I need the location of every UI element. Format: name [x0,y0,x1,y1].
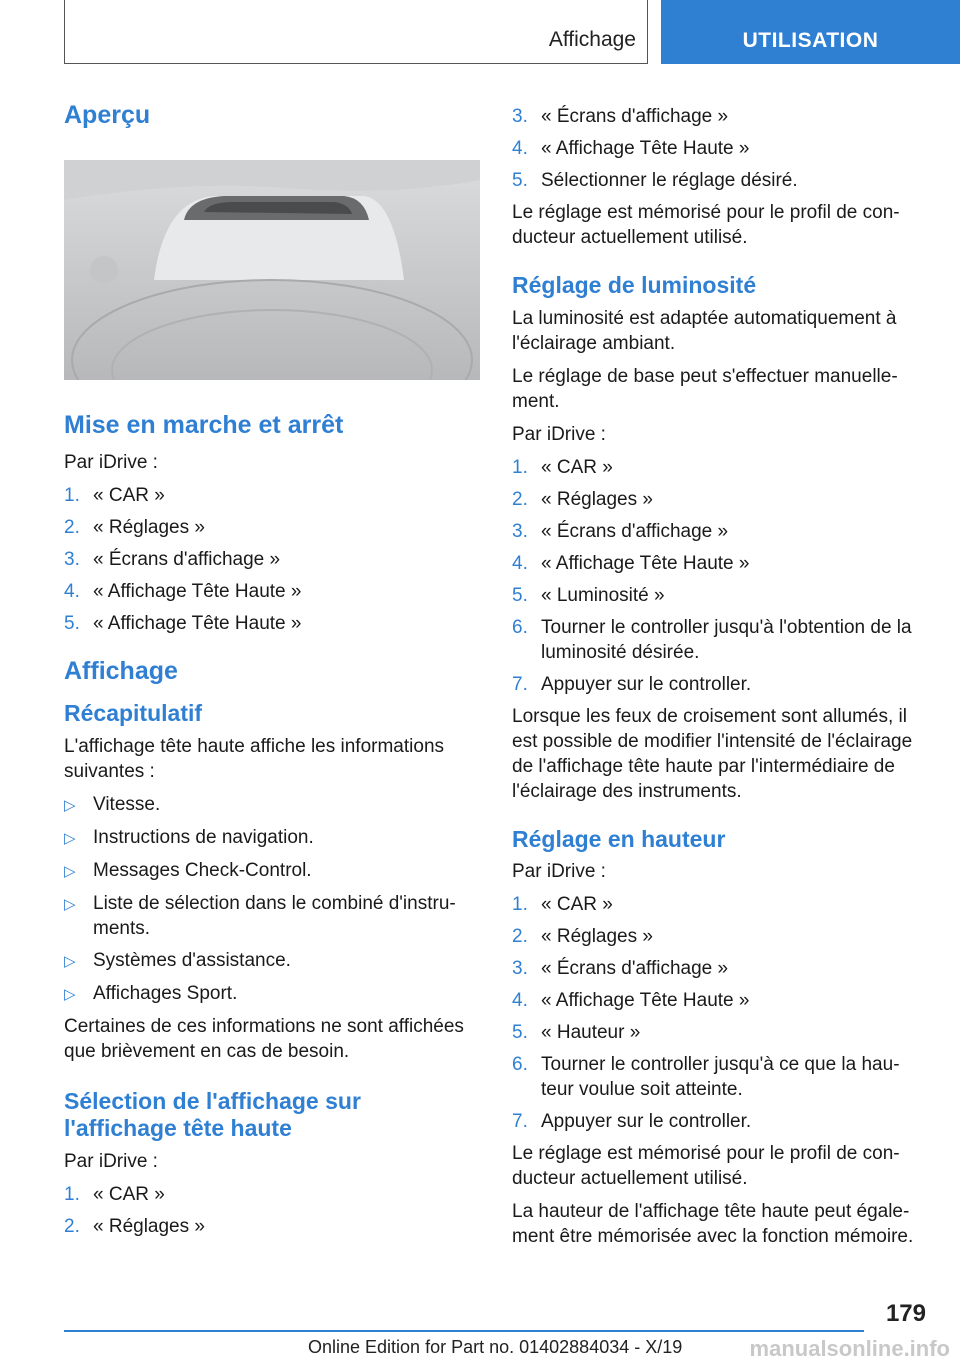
triangle-bullet-icon: ▷ [64,952,76,970]
list-item: 4. « Affichage Tête Haute » [512,138,750,159]
list-item: ▷ Vitesse. [64,792,480,818]
luminosite-heading: Réglage de luminosité [512,272,757,298]
list-item: 2. « Réglages » [512,926,653,948]
hauteur-outro-1: Le réglage est mémorisé pour le profil de conducteur actuellement utilisé. [512,1143,900,1190]
list-item: 2. « Réglages » [512,488,653,510]
hud-illustration [64,160,480,380]
list-item: 5. « Affichage Tête Haute » [64,613,302,634]
list-item: 5. « Luminosité » [512,584,665,606]
list-item: 1. « CAR » [512,894,613,916]
page-number: 179 [885,1300,926,1327]
selection-steps-list [64,1182,480,1239]
list-item: ▷ Messages Check-Control. [64,858,480,884]
list-item: ▷ Liste de sélection dans le combiné d'instruments. [64,892,456,939]
list-item: 5. Sélectionner le réglage désiré. [512,170,798,191]
header-chapter-tab: UTILISATION [661,0,960,64]
list-item: 2. « Réglages » [64,517,205,538]
footer-edition-text: Online Edition for Part no. 01402884034 - X/19 [308,1337,683,1357]
list-item: 2. « Réglages » [64,1215,205,1237]
mise-en-marche-heading: Mise en marche et arrêt [64,411,344,439]
triangle-bullet-icon: ▷ [64,829,76,847]
list-item: 4. « Affichage Tête Haute » [512,990,750,1012]
list-item: 6. Tourner le controller jusqu'à l'obtention de la luminosité désirée. [512,616,912,663]
affichage-heading: Affichage [64,657,178,685]
list-item: 4. « Affichage Tête Haute » [64,581,302,602]
mise-steps-list [64,483,480,636]
hauteur-intro: Par iDrive : [512,861,606,883]
list-item: ▷ Instructions de navigation. [64,825,480,851]
hauteur-heading: Réglage en hauteur [512,825,726,852]
right-column [512,104,922,1257]
recapitulatif-heading: Récapitulatif [64,700,203,726]
lum-intro: Par iDrive : [512,423,606,445]
hauteur-outro-2: La hauteur de l'affichage tête haute peut également être mémorisée avec la fonction mémoire. [512,1201,914,1248]
triangle-bullet-icon: ▷ [64,796,76,814]
lum-steps-list [512,455,922,697]
list-item: 1. « CAR » [64,485,165,506]
selection-intro: Par iDrive : [64,1150,158,1172]
mise-intro: Par iDrive : [64,452,158,473]
triangle-bullet-icon: ▷ [64,895,76,913]
triangle-bullet-icon: ▷ [64,985,76,1003]
list-item: ▷ Systèmes d'assistance. [64,948,480,974]
list-item: 1. « CAR » [64,1183,165,1205]
selection-heading: Sélection de l'affichage sur l'affichage tête haute [64,1087,361,1142]
recap-intro: L'affichage tête haute affiche les informations suivantes : [64,735,445,782]
list-item: 3. « Écrans d'affichage » [512,520,729,542]
list-item: 6. Tourner le controller jusqu'à ce que la hauteur voulue soit atteinte. [512,1054,900,1101]
list-item: 3. « Écrans d'affichage » [512,958,729,980]
hauteur-steps-list [512,892,922,1134]
lum-paragraph-1: La luminosité est adaptée automatiquement à l'éclairage ambiant. [512,307,897,354]
recap-outro: Certaines de ces informations ne sont affichées que brièvement en cas de besoin. [64,1015,464,1062]
head-up-display-photo [64,160,480,380]
list-item: 4. « Affichage Tête Haute » [512,552,750,574]
list-item: 1. « CAR » [512,456,613,478]
list-item: 3. « Écrans d'affichage » [64,549,281,570]
list-item: 7. Appuyer sur le controller. [512,1111,752,1133]
apercu-heading: Aperçu [64,101,151,129]
triangle-bullet-icon: ▷ [64,862,76,880]
list-item: 7. Appuyer sur le controller. [512,673,752,695]
header-section-title: Affichage [548,28,636,51]
list-item: 5. « Hauteur » [512,1022,641,1044]
selection-outro: Le réglage est mémorisé pour le profil de conducteur actuellement utilisé. [512,202,900,248]
list-item: 3. « Écrans d'affichage » [512,106,729,127]
left-column [64,100,480,1246]
lum-paragraph-2: Le réglage de base peut s'effectuer manuellement. [512,365,898,412]
recap-items-list [64,792,480,1007]
selection-steps-cont-list [512,104,922,193]
footer-divider [64,1330,864,1332]
lum-outro: Lorsque les feux de croisement sont allumés, il est possible de modifier l'intensité de l'éclairage de l'affichage tête haute par l'intermédiaire de l'éclairage des instruments. [512,705,913,802]
list-item: ▷ Affichages Sport. [64,981,480,1007]
watermark-logo: manualsonline.info [749,1336,950,1361]
